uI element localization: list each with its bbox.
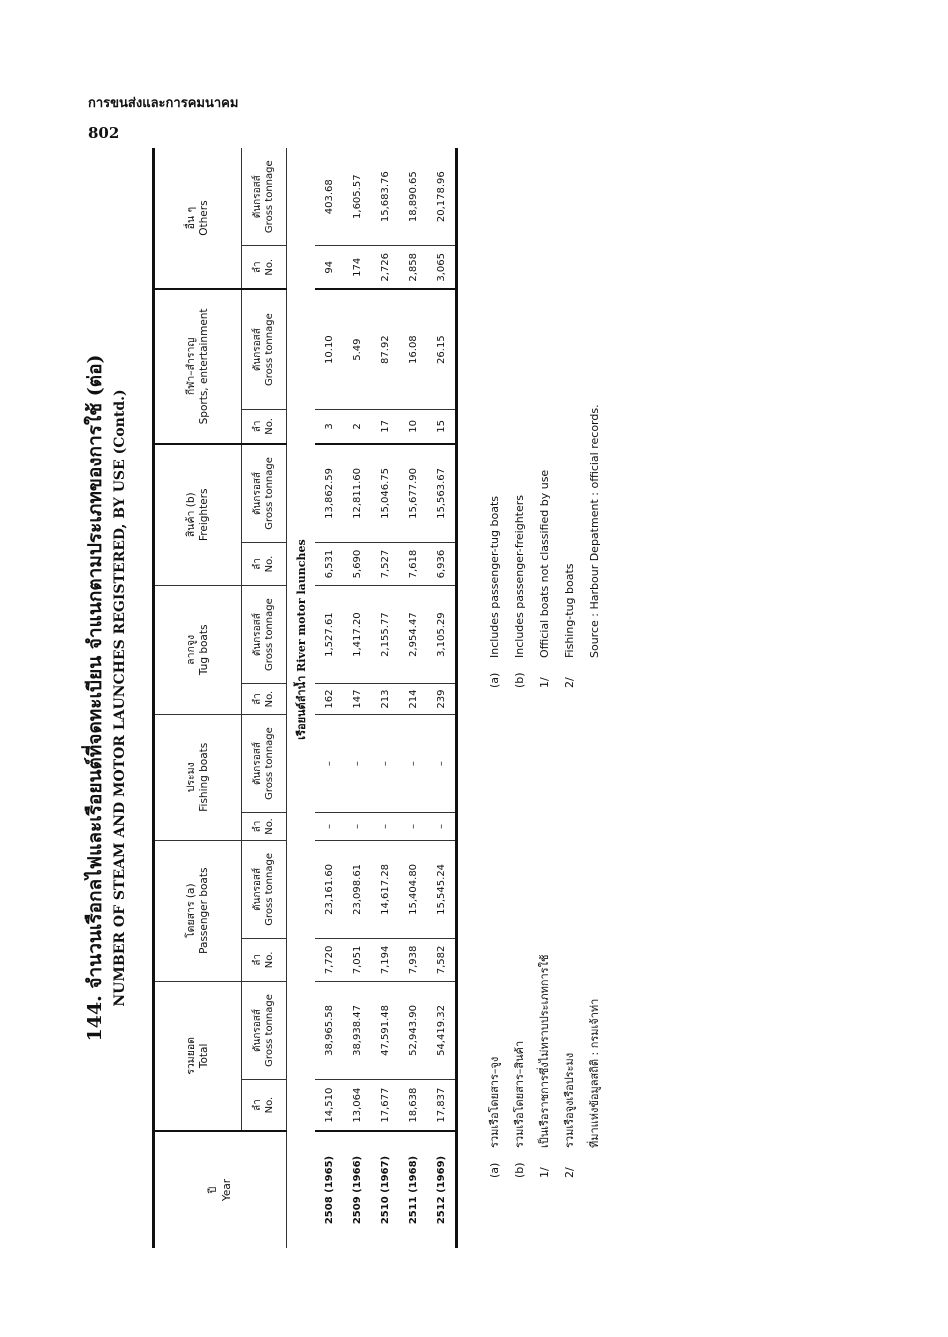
no-header: ลำ No. — [242, 246, 287, 289]
cell-pass-gt: 23,161.60 — [315, 840, 343, 938]
sub-header-row — [242, 148, 287, 1248]
no-header: ลำ No. — [242, 813, 287, 840]
cell-oth-no: 94 — [315, 246, 343, 289]
footnote — [582, 955, 607, 1178]
cell-tug-gt: 3,105.29 — [427, 585, 457, 683]
cell-spt-no: 17 — [371, 410, 399, 444]
cell-spt-no: 2 — [343, 410, 371, 444]
cell-tug-gt: 1,527.61 — [315, 585, 343, 683]
cell-oth-gt: 20,178.96 — [427, 148, 457, 246]
group-header-row — [154, 148, 242, 1248]
footnote-mark: 1/ — [538, 1167, 551, 1178]
footnote-text: รวมเรือโดยสาร–จูง — [488, 1056, 501, 1148]
cell-oth-gt: 15,683.76 — [371, 148, 399, 246]
year-cell: 2511 (1968) — [407, 1155, 419, 1225]
gross-tonnage-header: ตันกรอสส์ Gross tonnage — [242, 148, 287, 246]
cell-fish-gt: – — [315, 714, 343, 812]
cell-frt-no: 6,531 — [315, 543, 343, 586]
footnote-mark: (a) — [488, 672, 501, 688]
cell-spt-gt: 10.10 — [315, 289, 343, 409]
footnote-text: Includes passenger-freighters — [513, 495, 526, 658]
cell-spt-no: 3 — [315, 410, 343, 444]
cell-pass-gt: 14,617.28 — [371, 840, 399, 938]
gross-tonnage-header: ตันกรอสส์ Gross tonnage — [242, 585, 287, 683]
cell-frt-no: 6,936 — [427, 543, 457, 586]
cell-fish-no: – — [399, 813, 427, 840]
footnote — [557, 404, 582, 688]
cell-tug-no: 147 — [343, 684, 371, 715]
cell-oth-gt: 1,605.57 — [343, 148, 371, 246]
cell-total-no: 18,638 — [399, 1080, 427, 1131]
title-thai-text: จำนวนเรือกลไฟและเรือยนต์ที่จดทะเบียน จำแนกตามประเภทของการใช้ — [84, 402, 106, 989]
section-row — [287, 148, 316, 1248]
table-row — [427, 148, 457, 1248]
no-header: ลำ No. — [242, 1080, 287, 1131]
cell-tug-no: 239 — [427, 684, 457, 715]
cell-tug-gt: 2,155.77 — [371, 585, 399, 683]
footnote-text: รวมเรือโดยสาร–สินค้า — [513, 1040, 526, 1148]
footnote-text: Official boats not classified by use — [538, 469, 551, 658]
cell-fish-gt: – — [343, 714, 371, 812]
cell-spt-no: 10 — [399, 410, 427, 444]
footnote — [507, 955, 532, 1178]
table-row — [371, 148, 399, 1248]
cell-pass-gt: 15,545.24 — [427, 840, 457, 938]
cell-pass-no: 7,582 — [427, 939, 457, 982]
page-number: 802 — [88, 124, 120, 142]
cell-oth-no: 2,726 — [371, 246, 399, 289]
footnote — [557, 955, 582, 1178]
footnote-text: ที่มาแห่งข้อมูลสถิติ : กรมเจ้าท่า — [588, 998, 601, 1148]
gross-tonnage-header: ตันกรอสส์ Gross tonnage — [242, 714, 287, 812]
group-header-others: อื่น ๆ Others — [154, 148, 242, 289]
footnote-mark: 2/ — [563, 1167, 576, 1178]
table-row — [399, 148, 427, 1248]
cell-frt-no: 5,690 — [343, 543, 371, 586]
table-number: 144. — [84, 995, 106, 1042]
footnotes-thai — [482, 955, 607, 1178]
year-cell: 2508 (1965) — [323, 1155, 335, 1225]
footnote-mark: 2/ — [563, 677, 576, 688]
gross-tonnage-header: ตันกรอสส์ Gross tonnage — [242, 444, 287, 543]
group-header-tug: ลากจูง Tug boats — [154, 585, 242, 714]
footnote — [582, 404, 607, 688]
footnote-mark: (b) — [513, 672, 526, 688]
year-header-english: Year — [220, 1178, 233, 1202]
cell-frt-gt: 15,677.90 — [399, 444, 427, 543]
cell-tug-gt: 1,417.20 — [343, 585, 371, 683]
cell-fish-no: – — [315, 813, 343, 840]
year-cell: 2510 (1967) — [379, 1155, 391, 1225]
footnotes-english — [482, 404, 607, 688]
cell-total-gt: 38,965.58 — [315, 981, 343, 1079]
cell-fish-gt: – — [371, 714, 399, 812]
cell-pass-no: 7,938 — [399, 939, 427, 982]
group-header-freighters: สินค้า (b) Freighters — [154, 444, 242, 586]
cell-fish-no: – — [371, 813, 399, 840]
cell-spt-gt: 5.49 — [343, 289, 371, 409]
table-title-thai — [80, 148, 110, 1248]
cell-pass-no: 7,720 — [315, 939, 343, 982]
cell-frt-gt: 15,563.67 — [427, 444, 457, 543]
cell-total-no: 13,064 — [343, 1080, 371, 1131]
cell-total-gt: 54,419.32 — [427, 981, 457, 1079]
cell-fish-no: – — [427, 813, 457, 840]
footnote — [482, 404, 507, 688]
cell-oth-no: 3,065 — [427, 246, 457, 289]
cell-fish-no: – — [343, 813, 371, 840]
cell-tug-no: 213 — [371, 684, 399, 715]
cell-tug-gt: 2,954.47 — [399, 585, 427, 683]
table-row — [343, 148, 371, 1248]
cell-frt-gt: 15,046.75 — [371, 444, 399, 543]
cell-spt-gt: 87.92 — [371, 289, 399, 409]
footnote-mark: (b) — [513, 1162, 526, 1178]
footnote — [507, 404, 532, 688]
footnote-text: รวมเรือจูงเรือประมง — [563, 1052, 576, 1148]
table-row — [315, 148, 343, 1248]
no-header: ลำ No. — [242, 410, 287, 444]
cell-spt-no: 15 — [427, 410, 457, 444]
footnote-mark: 1/ — [538, 677, 551, 688]
footnote-text: Includes passenger-tug boats — [488, 496, 501, 658]
section-label: เรือยนต์ลำน้ำ River motor launches — [295, 539, 308, 740]
cell-frt-no: 7,618 — [399, 543, 427, 586]
year-cell: 2512 (1969) — [435, 1155, 447, 1225]
cell-tug-no: 214 — [399, 684, 427, 715]
no-header: ลำ No. — [242, 543, 287, 586]
year-header-thai: ปี — [207, 1186, 220, 1194]
cell-frt-gt: 12,811.60 — [343, 444, 371, 543]
gross-tonnage-header: ตันกรอสส์ Gross tonnage — [242, 981, 287, 1079]
cell-oth-gt: 403.68 — [315, 148, 343, 246]
cell-pass-gt: 15,404.80 — [399, 840, 427, 938]
year-header — [154, 1131, 287, 1248]
footnote-mark: (a) — [488, 1162, 501, 1178]
cell-fish-gt: – — [399, 714, 427, 812]
rotated-table-page — [80, 148, 601, 1248]
cell-total-no: 17,837 — [427, 1080, 457, 1131]
group-header-total: รวมยอด Total — [154, 981, 242, 1131]
cell-total-gt: 38,938.47 — [343, 981, 371, 1079]
data-table — [152, 148, 458, 1248]
cell-frt-no: 7,527 — [371, 543, 399, 586]
footnote-text: Fishing-tug boats — [563, 563, 576, 658]
cell-total-gt: 52,943.90 — [399, 981, 427, 1079]
cell-oth-no: 174 — [343, 246, 371, 289]
cell-spt-gt: 16.08 — [399, 289, 427, 409]
group-header-sports: กีฬา–สำราญ Sports, entertainment — [154, 289, 242, 444]
cell-pass-no: 7,194 — [371, 939, 399, 982]
gross-tonnage-header: ตันกรอสส์ Gross tonnage — [242, 840, 287, 938]
cell-total-gt: 47,591.48 — [371, 981, 399, 1079]
cell-oth-no: 2,858 — [399, 246, 427, 289]
footnote — [482, 955, 507, 1178]
footnote — [532, 404, 557, 688]
cell-frt-gt: 13,862.59 — [315, 444, 343, 543]
running-header: การขนส่งและการคมนาคม — [88, 96, 239, 111]
cell-oth-gt: 18,890.65 — [399, 148, 427, 246]
group-header-passenger: โดยสาร (a) Passenger boats — [154, 840, 242, 981]
footnote-text: Source : Harbour Depatment : official records. — [588, 404, 601, 658]
table-title-english: NUMBER OF STEAM AND MOTOR LAUNCHES REGISTERED, BY USE (Contd.) — [112, 389, 128, 1007]
no-header: ลำ No. — [242, 684, 287, 715]
footnote-text: เป็นเรือราชการซึ่งไม่ทราบประเภทการใช้ — [538, 954, 551, 1148]
no-header: ลำ No. — [242, 939, 287, 982]
cell-pass-no: 7,051 — [343, 939, 371, 982]
cell-pass-gt: 23,098.61 — [343, 840, 371, 938]
cell-spt-gt: 26.15 — [427, 289, 457, 409]
footnote — [532, 955, 557, 1178]
title-contd-thai: (ต่อ) — [84, 354, 106, 397]
group-header-fishing: ประมง Fishing boats — [154, 714, 242, 840]
cell-total-no: 14,510 — [315, 1080, 343, 1131]
cell-fish-gt: – — [427, 714, 457, 812]
cell-total-no: 17,677 — [371, 1080, 399, 1131]
gross-tonnage-header: ตันกรอสส์ Gross tonnage — [242, 289, 287, 409]
year-cell: 2509 (1966) — [351, 1155, 363, 1225]
cell-tug-no: 162 — [315, 684, 343, 715]
